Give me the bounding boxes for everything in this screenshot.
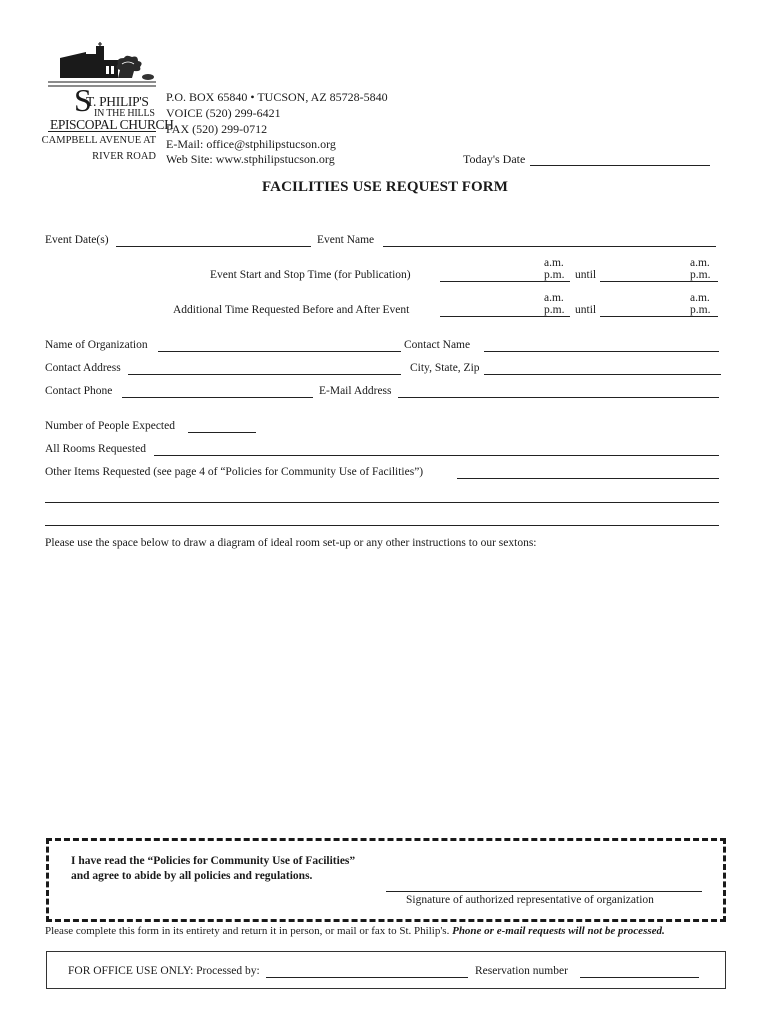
signature-label: Signature of authorized representative of organization — [406, 894, 654, 906]
diagram-instruction: Please use the space below to draw a diagram of ideal room set-up or any other instructions to our sextons: — [45, 537, 537, 549]
church-name-line3: EPISCOPAL CHURCH — [50, 117, 174, 132]
fax-number: FAX (520) 299-0712 — [166, 122, 268, 136]
event-name-label: Event Name — [317, 234, 375, 246]
stop-pm: p.m. — [690, 269, 711, 281]
footer-note — [45, 925, 665, 937]
additional-until: until — [575, 304, 597, 316]
start-pm: p.m. — [544, 269, 565, 281]
email-address: E-Mail: office@stphilipstucson.org — [166, 137, 336, 151]
agreement-line1: I have read the “Policies for Community Use of Facilities” — [71, 855, 356, 867]
reservation-number-label: Reservation number — [475, 965, 568, 977]
footer-note-emphasis: Phone or e-mail requests will not be processed. — [452, 925, 665, 937]
logo-big-s: S — [74, 82, 92, 118]
other-items-label: Other Items Requested (see page 4 of “Policies for Community Use of Facilities”) — [45, 466, 424, 478]
po-box-address: P.O. BOX 65840 • TUCSON, AZ 85728-5840 — [166, 90, 388, 104]
todays-date-label: Today's Date — [463, 152, 526, 166]
event-dates-label: Event Date(s) — [45, 234, 109, 246]
contact-name-field[interactable] — [484, 351, 719, 352]
church-name-line2: IN THE HILLS — [94, 108, 155, 119]
reservation-number-field[interactable] — [580, 977, 699, 978]
signature-field[interactable] — [386, 891, 702, 892]
stop-time-field[interactable] — [600, 281, 718, 282]
rooms-requested-field[interactable] — [154, 455, 719, 456]
event-dates-field[interactable] — [116, 246, 311, 247]
people-expected-label: Number of People Expected — [45, 420, 175, 432]
other-items-field[interactable] — [457, 478, 719, 479]
contact-address-label: Contact Address — [45, 362, 121, 374]
contact-address-field[interactable] — [128, 374, 401, 375]
church-address-line1: CAMPBELL AVENUE AT — [41, 135, 156, 146]
event-name-field[interactable] — [383, 246, 716, 247]
email-address-field[interactable] — [398, 397, 719, 398]
other-items-line-2[interactable] — [45, 502, 719, 503]
footer-note-text: Please complete this form in its entirety and return it in person, or mail or fax to St. Philip's. — [45, 925, 450, 937]
organization-label: Name of Organization — [45, 339, 148, 351]
church-building-icon — [48, 42, 158, 90]
additional-start-pm: p.m. — [544, 304, 565, 316]
form-title: FACILITIES USE REQUEST FORM — [262, 179, 508, 195]
contact-phone-field[interactable] — [122, 397, 313, 398]
additional-stop-pm: p.m. — [690, 304, 711, 316]
contact-name-label: Contact Name — [404, 339, 471, 351]
diagram-drawing-area[interactable] — [45, 556, 719, 826]
city-state-zip-label: City, State, Zip — [410, 362, 480, 374]
processed-by-label: FOR OFFICE USE ONLY: Processed by: — [68, 965, 260, 977]
city-state-zip-field[interactable] — [484, 374, 721, 375]
additional-time-label: Additional Time Requested Before and After Event — [173, 304, 410, 316]
organization-field[interactable] — [158, 351, 401, 352]
rooms-requested-label: All Rooms Requested — [45, 443, 146, 455]
email-address-label: E-Mail Address — [319, 385, 392, 397]
other-items-line-3[interactable] — [45, 525, 719, 526]
start-am: a.m. — [544, 257, 564, 269]
church-name-line1: T. PHILIP'S — [86, 94, 149, 109]
church-logo — [41, 42, 174, 162]
church-address-line2: RIVER ROAD — [92, 151, 156, 162]
voice-phone: VOICE (520) 299-6421 — [166, 106, 281, 120]
start-time-field[interactable] — [440, 281, 570, 282]
website-address: Web Site: www.stphilipstucson.org — [166, 152, 335, 166]
additional-start-field[interactable] — [440, 316, 570, 317]
contact-phone-label: Contact Phone — [45, 385, 113, 397]
additional-start-am: a.m. — [544, 292, 564, 304]
processed-by-field[interactable] — [266, 977, 468, 978]
additional-stop-am: a.m. — [690, 292, 710, 304]
agreement-line2: and agree to abide by all policies and regulations. — [71, 870, 313, 882]
todays-date-field[interactable] — [530, 165, 710, 166]
start-stop-label: Event Start and Stop Time (for Publication) — [210, 269, 411, 281]
people-expected-field[interactable] — [188, 432, 256, 433]
start-until: until — [575, 269, 597, 281]
additional-stop-field[interactable] — [600, 316, 718, 317]
stop-am: a.m. — [690, 257, 710, 269]
